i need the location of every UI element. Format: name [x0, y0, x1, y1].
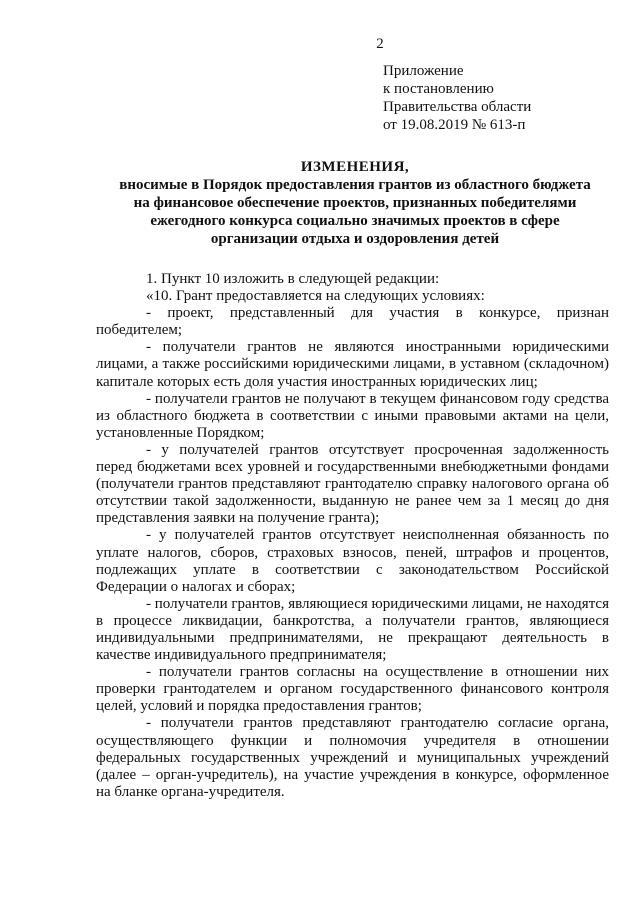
approval-line: от 19.08.2019 № 613-п	[383, 117, 526, 133]
document-body	[96, 271, 609, 801]
paragraph: - получатели грантов, являющиеся юридическими лицами, не находятся в процессе ликвидации, банкротства, а получатели грантов, являющиеся индивидуальными предпринимателями, не прекращают деятельность в качестве индивидуального предпринимателя;	[96, 595, 609, 664]
document-title: ИЗМЕНЕНИЯ,	[300, 159, 410, 175]
page-number: 2	[376, 36, 384, 52]
approval-block	[383, 62, 531, 134]
paragraph: - у получателей грантов отсутствует неисполненная обязанность по уплате налогов, сборов, страховых взносов, пеней, штрафов и процентов, подлежащих уплате в соответствии с законодательством Российской Федерации о налогах и сборах;	[96, 527, 609, 595]
document-subtitle-line: ежегодного конкурса социально значимых проектов в сфере	[150, 213, 560, 229]
document-subtitle-line: вносимые в Порядок предоставления грантов из областного бюджета	[119, 177, 591, 193]
paragraph: «10. Грант предоставляется на следующих условиях:	[146, 288, 485, 305]
paragraph: - получатели грантов согласны на осуществление в отношении них проверки грантодателем и органом государственного финансового контроля целей, условий и порядка предоставления грантов;	[96, 664, 609, 715]
paragraph: - получатели грантов не получают в текущем финансовом году средства из областного бюджета в соответствии с иными правовыми актами на цели, установленные Порядком;	[96, 390, 609, 441]
approval-line: Правительства области	[383, 99, 532, 115]
document-subtitle-line: организации отдыха и оздоровления детей	[210, 231, 500, 247]
document-heading	[100, 158, 610, 248]
paragraph: - получатели грантов представляют грантодателю согласие органа, осуществляющего функции и полномочия учредителя в отношении федеральных государственных учреждений и муниципальных учреждений (далее – орган-учредитель), на участие учреждения в конкурсе, оформленное на бланке органа-учредителя.	[96, 715, 609, 800]
document-subtitle-line: на финансовое обеспечение проектов, признанных победителями	[133, 195, 577, 211]
paragraph: - у получателей грантов отсутствует просроченная задолженность перед бюджетами всех уровней и государственными внебюджетными фондами (получатели грантов представляют грантодателю справку налогового органа об отсутствии такой задолженности, выданную не ранее чем за 1 месяц до дня представления заявки на получение гранта);	[96, 441, 609, 527]
paragraph: 1. Пункт 10 изложить в следующей редакции:	[146, 271, 440, 287]
approval-line: Приложение	[383, 63, 464, 79]
approval-line: к постановлению	[383, 81, 494, 97]
paragraph: - проект, представленный для участия в конкурсе, признан победителем;	[96, 305, 609, 339]
paragraph: - получатели грантов не являются иностранными юридическими лицами, а также российскими юридическими лицами, в уставном (складочном) капитале которых есть доля участия иностранных юридических лиц;	[96, 339, 609, 390]
